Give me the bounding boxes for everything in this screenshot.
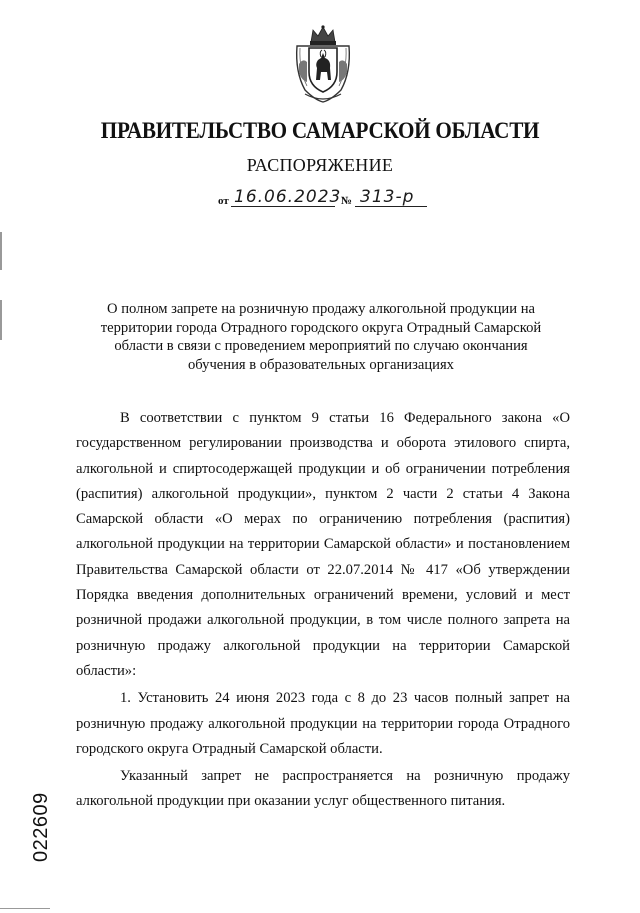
scan-margin-mark bbox=[0, 232, 2, 270]
body-paragraph: В соответствии с пунктом 9 статьи 16 Федерального закона «О государственном регулировании производства и оборота этилового спирта, алкогольной и спиртосодержащей продукции и об ограничении потребления (распития) алкогольной продукции», пунктом 2 части 2 статьи 4 Закона Самарской области «О мерах по ограничению потребления (распития) алкогольной продукции на территории Самарской области» и постановлением Правительства Самарской области от 22.07.2014 № 417 «Об утверждении Порядка введения дополнительных ограничений времени, условий и мест розничной продажи алкогольной продукции, в том числе полного запрета на розничную продажу алкогольной продукции на территории Самарской области»: bbox=[76, 410, 570, 679]
document-number-line bbox=[218, 186, 438, 210]
date-label: от bbox=[218, 195, 229, 207]
coat-of-arms-icon bbox=[291, 24, 355, 104]
document-body bbox=[76, 406, 570, 815]
handwritten-date: 16.06.2023 bbox=[234, 187, 342, 207]
document-type: РАСПОРЯЖЕНИЕ bbox=[246, 155, 394, 175]
serial-number: 022609 bbox=[30, 792, 52, 862]
handwritten-number: 313-р bbox=[360, 187, 415, 207]
document-subject: О полном запрете на розничную продажу алкогольной продукции на территории города Отрадного городского округа Отрадный Самарской области в связи с проведением мероприятий по случаю окончания обучения в образовательных организациях bbox=[100, 301, 542, 373]
number-label: № bbox=[341, 195, 353, 207]
body-paragraph: 1. Установить 24 июня 2023 года с 8 до 23 часов полный запрет на розничную продажу алкогольной продукции на территории города Отрадного городского округа Отрадный Самарской области. bbox=[76, 690, 570, 757]
body-paragraph: Указанный запрет не распространяется на розничную продажу алкогольной продукции при оказании услуг общественного питания. bbox=[76, 768, 570, 810]
scan-edge-line bbox=[0, 908, 50, 909]
scan-margin-mark bbox=[0, 300, 2, 340]
government-title: ПРАВИТЕЛЬСТВО САМАРСКОЙ ОБЛАСТИ bbox=[100, 118, 540, 143]
